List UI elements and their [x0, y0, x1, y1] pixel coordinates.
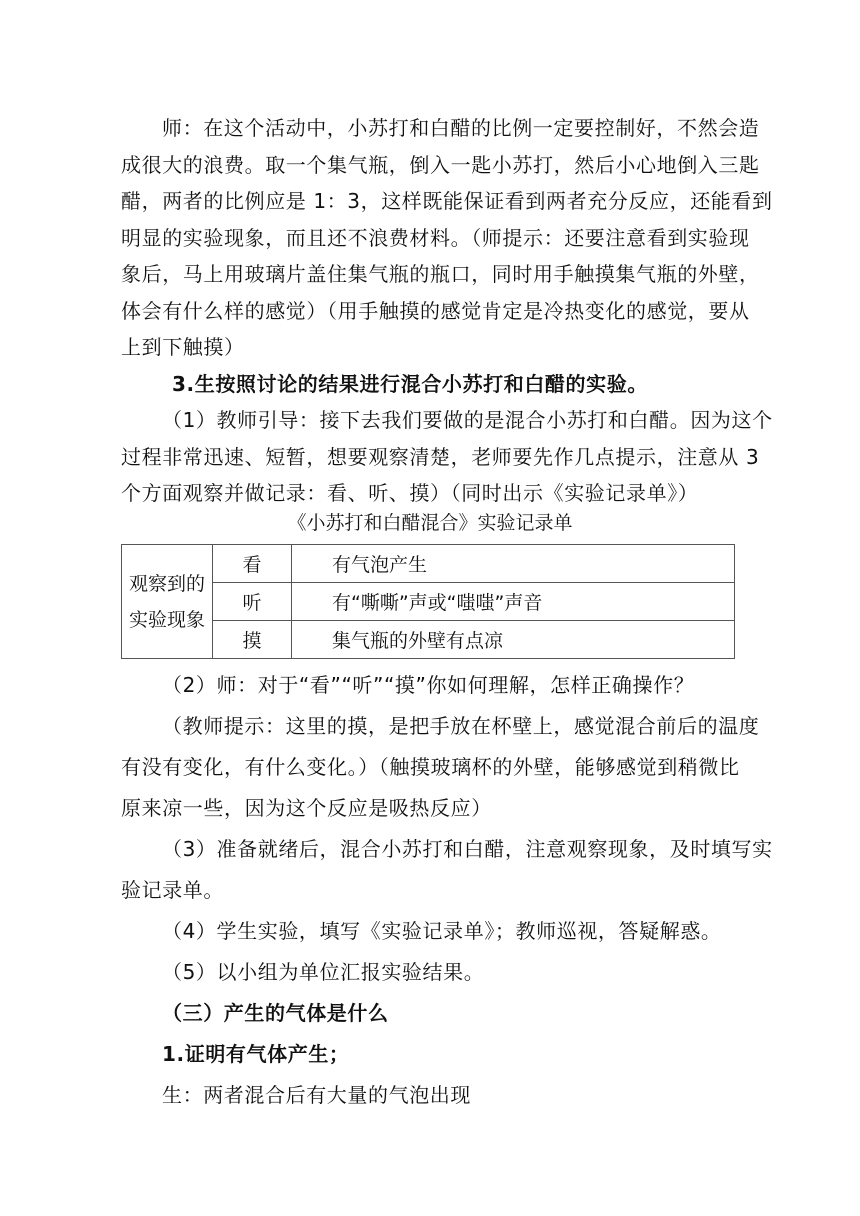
paragraph-line: 体会有什么样的感觉）（用手触摸的感觉肯定是冷热变化的感觉，要从 [121, 299, 750, 323]
sense-cell: 看 [213, 545, 292, 583]
paragraph-line: 上到下触摸） [121, 335, 245, 359]
sense-cell: 听 [213, 583, 292, 621]
category-cell: 观察到的实验现象 [122, 545, 213, 659]
observation-cell: 集气瓶的外壁有点凉 [292, 621, 735, 659]
paragraph-line: （2）师：对于“看”“听”“摸”你如何理解，怎样正确操作？ [162, 673, 695, 697]
step-heading: 1.证明有气体产生； [162, 1042, 350, 1066]
paragraph-line: 原来凉一些，因为这个反应是吸热反应） [121, 796, 492, 820]
paragraph-line: （5）以小组为单位汇报实验结果。 [162, 960, 485, 984]
paragraph-line: 过程非常迅速、短暂，想要观察清楚，老师要先作几点提示，注意从 3 [121, 445, 760, 469]
table-row [122, 621, 735, 659]
observation-cell: 有气泡产生 [292, 545, 735, 583]
paragraph-line: （教师提示：这里的摸，是把手放在杯壁上，感觉混合前后的温度 [162, 714, 760, 738]
paragraph-line: 个方面观察并做记录：看、听、摸）（同时出示《实验记录单》） [121, 481, 699, 505]
paragraph-line: 验记录单。 [121, 878, 224, 902]
paragraph-line: 师：在这个活动中，小苏打和白醋的比例一定要控制好，不然会造 [162, 116, 760, 140]
paragraph-line: 生：两者混合后有大量的气泡出现 [162, 1083, 471, 1107]
paragraph-line: 明显的实验现象，而且还不浪费材料。（师提示：还要注意看到实验现 [121, 226, 750, 250]
step-heading: 3.生按照讨论的结果进行混合小苏打和白醋的实验。 [172, 372, 648, 396]
paragraph-line: （3）准备就绪后，混合小苏打和白醋，注意观察现象，及时填写实 [162, 837, 773, 861]
table-row [122, 583, 735, 621]
paragraph-line: 醋，两者的比例应是 1：3，这样既能保证看到两者充分反应，还能看到 [121, 189, 773, 213]
paragraph-line: 有没有变化，有什么变化。）（触摸玻璃杯的外壁，能够感觉到稍微比 [121, 755, 740, 779]
table-caption: 《小苏打和白醋混合》实验记录单 [287, 512, 573, 534]
paragraph-line: （1）教师引导：接下去我们要做的是混合小苏打和白醋。因为这个 [162, 408, 773, 432]
paragraph-line: 成很大的浪费。取一个集气瓶，倒入一匙小苏打，然后小心地倒入三匙 [121, 153, 760, 177]
section-heading: （三）产生的气体是什么 [162, 1001, 389, 1025]
observation-cell: 有“嘶嘶”声或“嗤嗤”声音 [292, 583, 735, 621]
sense-cell: 摸 [213, 621, 292, 659]
paragraph-line: 象后，马上用玻璃片盖住集气瓶的瓶口，同时用手触摸集气瓶的外壁， [121, 262, 760, 286]
table-row [122, 545, 735, 583]
record-table [121, 544, 735, 659]
paragraph-line: （4）学生实验，填写《实验记录单》；教师巡视，答疑解惑。 [162, 919, 722, 943]
